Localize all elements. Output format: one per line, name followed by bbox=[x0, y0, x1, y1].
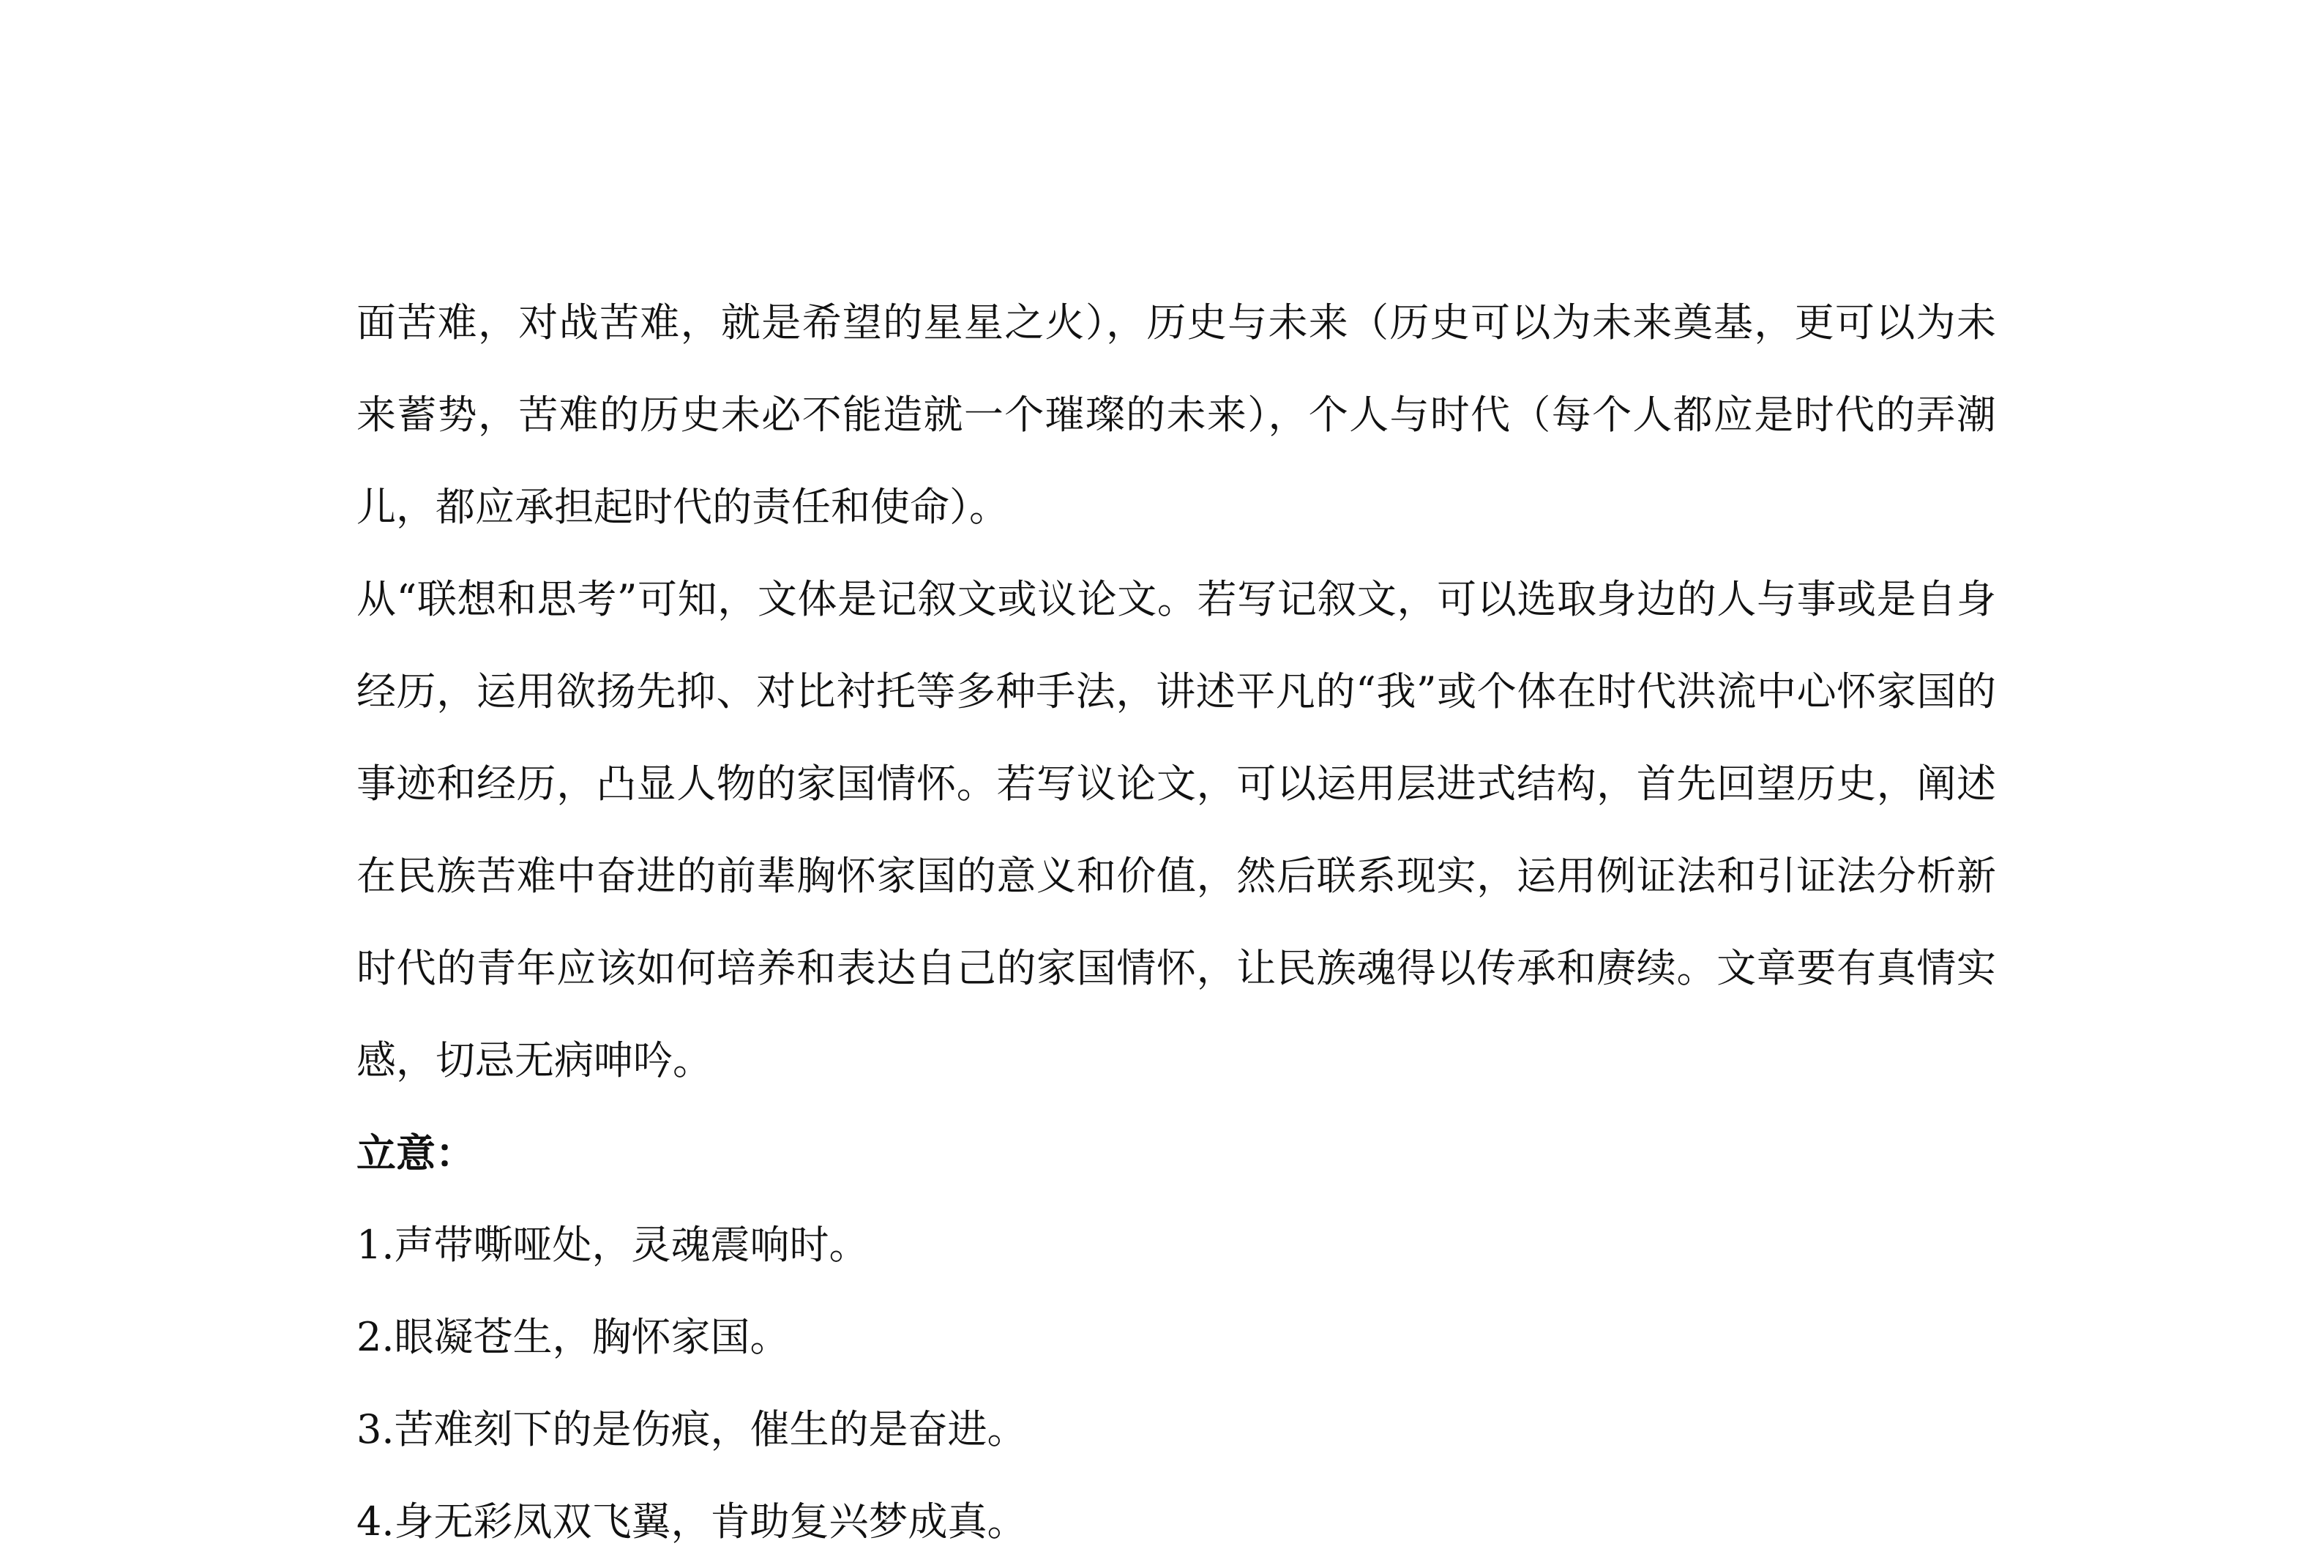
list-item: 4.身无彩凤双飞翼，肯助复兴梦成真。 bbox=[356, 1498, 1027, 1545]
body-paragraph-2: 从“联想和思考”可知，文体是记叙文或议论文。若写记叙文，可以选取身边的人与事或是自身经历，运用欲扬先抑、对比衬托等多种手法，讲述平凡的“我”或个体在时代洪流中心怀家国的事迹和经历，凸显人物的家国情怀。若写议论文，可以运用层进式结构，首先回望历史，阐述在民族苦难中奋进的前辈胸怀家国的意义和价值，然后联系现实，运用例证法和引证法分析新时代的青年应该如何培养和表达自己的家国情怀，让民族魂得以传承和赓续。文章要有真情实感，切忌无病呻吟。 bbox=[356, 576, 1996, 1083]
list-item: 1.声带嘶哑处，灵魂震响时。 bbox=[356, 1222, 869, 1268]
list-item: 3.苦难刻下的是伤痕，催生的是奋进。 bbox=[356, 1406, 1027, 1452]
document-page bbox=[356, 277, 1996, 1568]
body-paragraph-1: 面苦难，对战苦难，就是希望的星星之火），历史与未来（历史可以为未来奠基，更可以为未来蓄势，苦难的历史未必不能造就一个璀璨的未来），个人与时代（每个人都应是时代的弄潮儿，都应承担起时代的责任和使命）。 bbox=[356, 299, 1996, 530]
section-heading: 立意： bbox=[356, 1130, 475, 1176]
list-item: 2.眼凝苍生，胸怀家国。 bbox=[356, 1314, 790, 1360]
